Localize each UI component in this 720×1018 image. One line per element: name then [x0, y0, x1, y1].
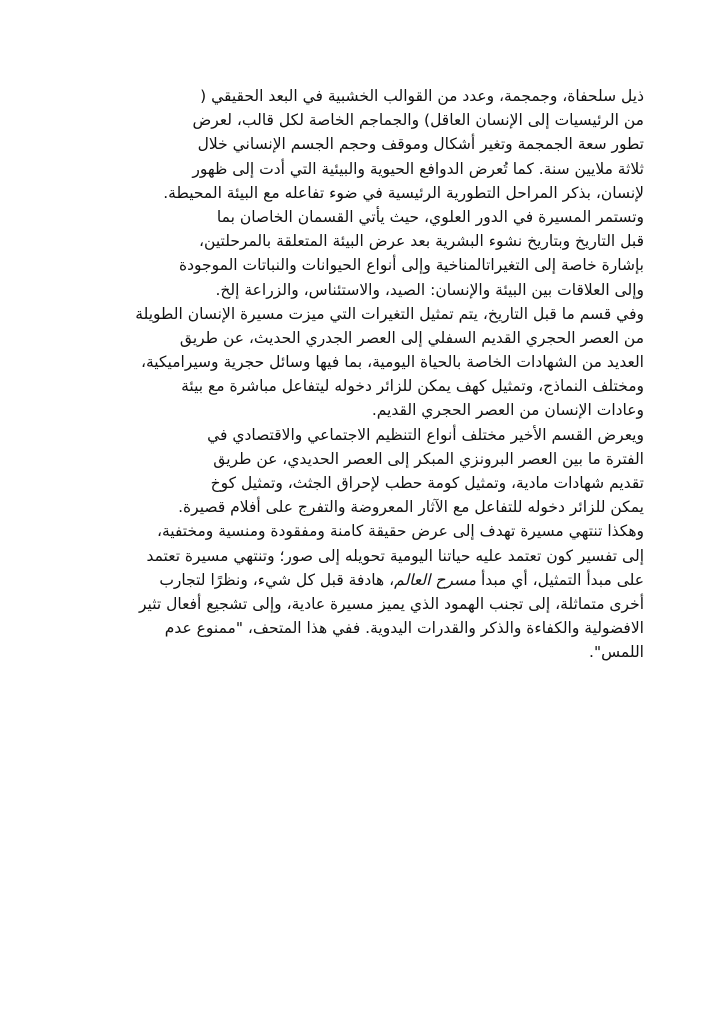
- text-line: ويعرض القسم الأخير مختلف أنواع التنظيم الاجتماعي والاقتصادي في: [207, 425, 644, 444]
- text-segment: ، هادفة قبل كل شيء، ونظرًا لتجارب: [159, 570, 395, 589]
- text-line: وتستمر المسيرة في الدور العلوي، حيث يأتي القسمان الخاصان بما: [216, 207, 644, 226]
- text-line: وفي قسم ما قبل التاريخ، يتم تمثيل التغيرات التي ميزت مسيرة الإنسان الطويلة: [135, 304, 644, 323]
- text-line: الفترة ما بين العصر البرونزي المبكر إلى العصر الحديدي، عن طريق: [213, 449, 644, 468]
- text-line: من العصر الحجري القديم السفلي إلى العصر الجدري الحديث، عن طريق: [179, 328, 644, 347]
- text-line: بإشارة خاصة إلى التغيراتالمناخية وإلى أنواع الحيوانات والنباتات الموجودة: [179, 256, 644, 275]
- text-line: ثلاثة ملايين سنة. كما تُعرض الدوافع الحيوية والبيئية التي أدت إلى ظهور: [192, 159, 644, 178]
- italic-phrase: مسرح العالم: [394, 570, 477, 589]
- text-segment: على مبدأ التمثيل، أي مبدأ: [476, 570, 644, 589]
- text-line: وعادات الإنسان من العصر الحجري القديم.: [371, 401, 644, 420]
- text-line: لإنسان، بذكر المراحل التطورية الرئيسية في ضوء تفاعله مع البيئة المحيطة.: [163, 183, 644, 202]
- text-line: قبل التاريخ وبتاريخ نشوء البشرية بعد عرض البيئة المتعلقة بالمرحلتين،: [199, 232, 644, 251]
- text-line: أخرى متماثلة، إلى تجنب الهمود الذي يميز مسيرة عادية، وإلى تشجيع أفعال تثير: [138, 594, 644, 613]
- text-line: إلى تفسير كون تعتمد عليه حياتنا اليومية تحويله إلى صور؛ وتنتهي مسيرة تعتمد: [146, 546, 644, 565]
- body-text: [44, 84, 644, 665]
- text-line: من الرئيسيات إلى الإنسان العاقل) والجماجم الخاصة لكل قالب، لعرض: [192, 111, 644, 130]
- text-line: [44, 568, 644, 592]
- text-line: الافضولية والكفاءة والذكر والقدرات اليدوية. ففي هذا المتحف، "ممنوع عدم: [164, 619, 644, 638]
- text-line: ذيل سلحفاة، وجمجمة، وعدد من القوالب الخشبية في البعد الحقيقي (: [200, 87, 644, 105]
- text-line: وهكذا تنتهي مسيرة تهدف إلى عرض حقيقة كامنة ومفقودة ومنسية ومختفية،: [156, 522, 644, 541]
- text-line: اللمس".: [589, 643, 644, 662]
- text-line: وإلى العلاقات بين البيئة والإنسان: الصيد، والاستئناس، والزراعة إلخ.: [215, 280, 644, 299]
- text-line: تقديم شهادات مادية، وتمثيل كومة حطب لإحراق الجثث، وتمثيل كوخ: [210, 474, 644, 492]
- text-line: العديد من الشهادات الخاصة بالحياة اليومية، بما فيها وسائل حجرية وسيراميكية،: [140, 353, 644, 372]
- text-line: تطور سعة الجمجمة وتغير أشكال وموقف وحجم الجسم الإنساني خلال: [197, 135, 644, 154]
- text-line: يمكن للزائر دخوله للتفاعل مع الآثار المعروضة والتفرج على أفلام قصيرة.: [178, 498, 644, 517]
- text-line: ومختلف النماذج، وتمثيل كهف يمكن للزائر دخوله ليتفاعل مباشرة مع بيئة: [181, 377, 644, 396]
